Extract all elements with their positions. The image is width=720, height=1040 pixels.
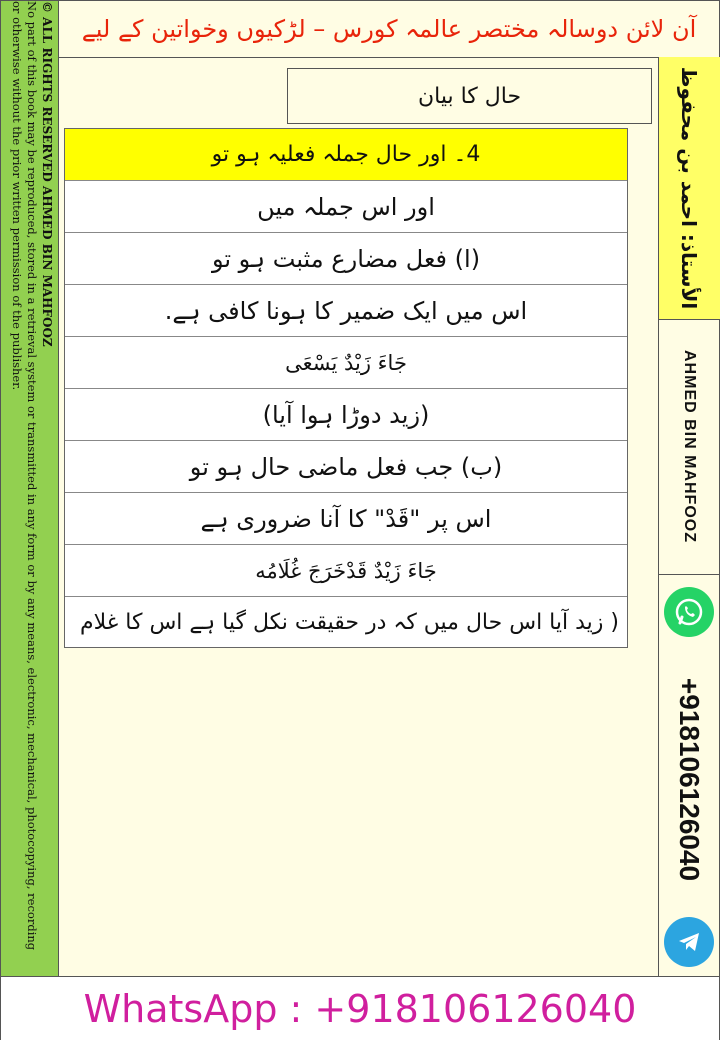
lesson-heading: 4۔ اور حال جملہ فعلیہ ہو تو: [65, 129, 627, 181]
arabic-example: جَاءَ زَيْدٌ يَسْعَى: [65, 337, 627, 389]
author-name: AHMED BIN MAHFOOZ: [681, 350, 699, 543]
lesson-line: اور اس جملہ میں: [65, 181, 627, 233]
lesson-line: اس میں ایک ضمیر کا ہونا کافی ہے.: [65, 285, 627, 337]
copyright-strip: [1, 1, 59, 976]
phone-number[interactable]: +918106126040: [674, 677, 706, 882]
phone-panel: [659, 647, 720, 912]
arabic-example: جَاءَ زَيْدٌ قَدْخَرَجَ غُلَامُه: [65, 545, 627, 597]
lesson-line: ( زید آیا اس حال میں کہ در حقیقت نکل گیا ہے اس کا غلام: [80, 610, 619, 635]
author-panel: [659, 319, 720, 575]
teacher-label: الأستاذ: احمد بن محفوظ: [677, 66, 702, 310]
course-title: آن لائن دوسالہ مختصر عالمہ کورس – لڑکیوں وخواتین کے لیے: [59, 1, 719, 58]
copyright-line-2: No part of this book may be reproduced, stored in a retrieval system or transmitted in any form or by any means, electronic, mechanical, photocopying, recording: [25, 1, 39, 951]
lesson-subtitle: حال کا بیان: [287, 68, 652, 124]
whatsapp-icon[interactable]: [664, 587, 714, 637]
footer-whatsapp[interactable]: WhatsApp : +918106126040: [1, 976, 719, 1040]
copyright-line-3: or otherwise without the prior written permission of the publisher.: [10, 1, 24, 391]
copyright-line-1: © ALL RIGHTS RESERVED AHMED BIN MAHFOOZ: [40, 1, 54, 347]
lesson-line: اس پر "قَدْ" کا آنا ضروری ہے: [65, 493, 627, 545]
teacher-panel: [659, 57, 720, 320]
telegram-icon[interactable]: [664, 917, 714, 967]
lesson-table: [64, 128, 628, 648]
lesson-line: (ا) فعل مضارع مثبت ہو تو: [65, 233, 627, 285]
sidebar: [658, 57, 720, 976]
lesson-line: (ب) جب فعل ماضی حال ہو تو: [65, 441, 627, 493]
lesson-line: (زید دوڑا ہوا آیا): [65, 389, 627, 441]
